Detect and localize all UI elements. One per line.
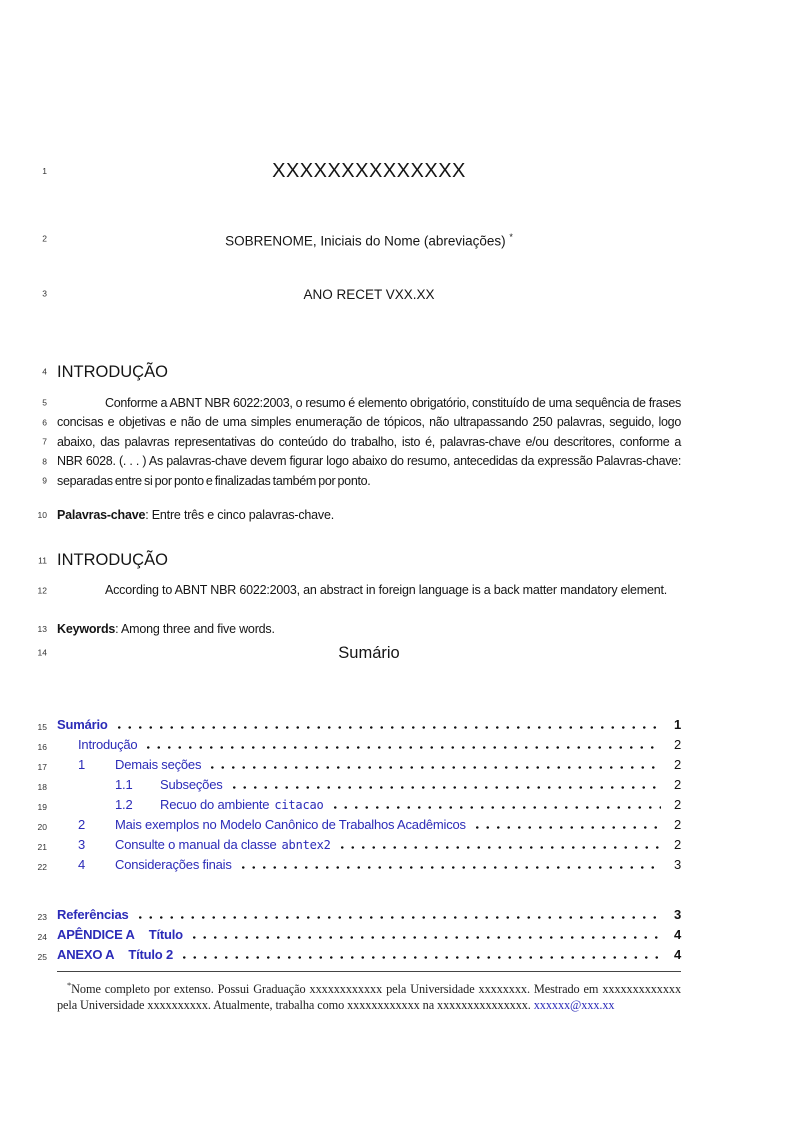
toc-page-number: 2 [673, 736, 681, 752]
toc-page-number: 3 [673, 856, 681, 872]
toc-entry-title: Demais seções [115, 756, 202, 772]
toc-page-number: 1 [673, 716, 681, 732]
toc-leader-dots [238, 866, 661, 869]
line-number: 6 [42, 417, 47, 427]
toc-entry[interactable] [37, 796, 681, 817]
toc-entry[interactable] [37, 946, 681, 967]
line-number: 3 [42, 288, 47, 299]
line-number: 21 [37, 841, 47, 852]
toc-entry-number: 1 [78, 756, 86, 772]
toc-heading-text: Sumário [338, 643, 400, 662]
toc-entry[interactable] [37, 906, 681, 927]
toc-entry-title: Considerações finais [115, 856, 232, 872]
line-number: 15 [37, 721, 47, 732]
toc-leader-dots [337, 846, 661, 849]
toc-page-number: 4 [673, 946, 681, 962]
toc-page-number: 2 [673, 836, 681, 852]
line-number: 12 [37, 585, 47, 595]
toc-page-number: 2 [673, 756, 681, 772]
section-heading-text: INTRODUÇÃO [57, 362, 168, 381]
paragraph-line [42, 433, 681, 453]
line-number: 9 [42, 475, 47, 486]
toc-entry-number: APÊNDICE A [57, 926, 135, 942]
toc-leader-dots [330, 806, 661, 809]
journal-year-text: ANO RECET VXX.XX [303, 286, 435, 302]
toc-entry-title: Referências [57, 906, 129, 922]
toc-entry-title: Introdução [78, 736, 138, 752]
abstract-body-line [37, 581, 681, 601]
toc-page-number: 2 [673, 816, 681, 832]
toc-entry-title: Título [148, 926, 183, 942]
paragraph-text: concisas e objetivas e não de uma simples enumeração de tópicos, não ultrapassando 250 palavras, seguido, logo [57, 415, 681, 429]
line-number: 20 [37, 821, 47, 832]
toc-entry[interactable] [37, 836, 681, 857]
title-line [42, 160, 681, 182]
toc-entry[interactable] [37, 816, 681, 837]
line-number: 25 [37, 951, 47, 962]
toc-entry-title: Recuo do ambiente [160, 796, 270, 812]
line-number: 14 [37, 647, 47, 658]
toc-heading-line [37, 643, 681, 664]
line-number: 11 [38, 555, 47, 565]
toc-entry-title: Consulte o manual da classe [115, 836, 277, 852]
footnote-reference-mark: * [509, 232, 513, 242]
toc-leader-dots [143, 746, 661, 749]
toc-entry[interactable] [37, 926, 681, 947]
line-number: 22 [37, 861, 47, 872]
abstract-text: According to ABNT NBR 6022:2003, an abstract in foreign language is a back matter mandatory element. [105, 583, 668, 597]
page-title: XXXXXXXXXXXXXX [272, 160, 466, 182]
toc-leader-dots [135, 916, 661, 919]
toc-leader-dots [179, 956, 661, 959]
toc-entry[interactable] [37, 776, 681, 797]
toc-entry[interactable] [37, 736, 681, 757]
paragraph-line [42, 472, 681, 492]
toc-entry-mono-title: citacao [274, 797, 324, 812]
keywords-line [37, 620, 681, 638]
line-number: 10 [37, 510, 47, 520]
toc-entry-number: 1.1 [115, 776, 133, 792]
toc-leader-dots [229, 786, 661, 789]
year-line [42, 286, 681, 303]
toc-entry-number: 3 [78, 836, 86, 852]
toc-leader-dots [189, 936, 661, 939]
toc-page-number: 4 [673, 926, 681, 942]
toc-page-number: 2 [673, 776, 681, 792]
paragraph-line [42, 394, 681, 414]
toc-entry-title: Mais exemplos no Modelo Canônico de Trabalhos Acadêmicos [115, 816, 466, 832]
paragraph-text: Conforme a ABNT NBR 6022:2003, o resumo é elemento obrigatório, constituído de uma sequência de frases [105, 395, 681, 410]
keywords-label: Palavras-chave [57, 508, 146, 522]
line-number: 17 [37, 761, 47, 772]
section-heading-text: INTRODUÇÃO [57, 551, 168, 569]
line-number: 4 [42, 366, 47, 377]
toc-entry-title: Título 2 [128, 946, 173, 962]
author-line [42, 229, 681, 250]
toc-entry-title: Sumário [57, 716, 108, 732]
footnote-text: Nome completo por extenso. Possui Graduação xxxxxxxxxxxx pela Universidade xxxxxxxx. Mestrado em xxxxxxxxxxxxx pela Universidade xxxxxxxxxx. Atualmente, trabalha como xxxxxxxxxxxx na xxxxxxxxxxxxxxx. [57, 982, 681, 1013]
line-number: 2 [42, 233, 47, 244]
paragraph-text: NBR 6028. (. . . ) As palavras-chave devem figurar logo abaixo do resumo, antecedidas da expressão Palavras-chave: [57, 454, 681, 468]
line-number: 7 [42, 436, 47, 447]
line-number: 16 [37, 741, 47, 752]
footnote-email-link[interactable]: xxxxxx@xxx.xx [533, 998, 615, 1013]
toc-entry[interactable] [37, 716, 681, 737]
keywords-text: : Among three and five words. [115, 621, 275, 636]
toc-leader-dots [114, 726, 661, 729]
line-number: 19 [37, 801, 47, 812]
resumo-section-heading [42, 362, 681, 383]
paragraph-text: abaixo, das palavras representativas do conteúdo do trabalho, isto é, palavras-chave e/ou descritores, conforme a [57, 434, 681, 449]
line-number: 13 [37, 623, 47, 634]
toc-entry-number: 2 [78, 816, 86, 832]
line-number: 5 [42, 397, 47, 408]
line-number: 23 [37, 911, 47, 922]
toc-entry-mono-title: abntex2 [281, 837, 331, 852]
toc-entry-number: ANEXO A [57, 946, 115, 962]
line-number: 24 [37, 931, 47, 942]
toc-entry[interactable] [37, 756, 681, 777]
toc-entry-title: Subseções [160, 776, 223, 792]
toc-page-number: 3 [673, 906, 681, 922]
toc-page-number: 2 [673, 796, 681, 812]
toc-entry[interactable] [37, 856, 681, 877]
paragraph-line [42, 452, 681, 472]
keywords-label: Keywords [57, 621, 116, 636]
footnote-mark: * [67, 980, 72, 990]
author-name: SOBRENOME, Iniciais do Nome (abreviações) [225, 233, 506, 249]
line-number: 8 [42, 456, 47, 466]
toc-entry-number: 4 [78, 856, 86, 872]
resumo-paragraph [42, 394, 681, 492]
paragraph-line [42, 413, 681, 433]
paragraph-text: separadas entre si por ponto e finalizadas também por ponto. [57, 473, 371, 488]
toc-entry-number: 1.2 [115, 796, 133, 812]
line-number: 1 [42, 166, 47, 176]
abstract-section-heading [38, 550, 681, 571]
palavras-chave-line [37, 506, 681, 524]
table-of-contents [37, 716, 681, 967]
toc-leader-dots [207, 766, 661, 769]
footnote [57, 971, 681, 1013]
toc-leader-dots [472, 826, 661, 829]
line-number: 18 [37, 781, 47, 792]
keywords-text: : Entre três e cinco palavras-chave. [145, 508, 334, 522]
